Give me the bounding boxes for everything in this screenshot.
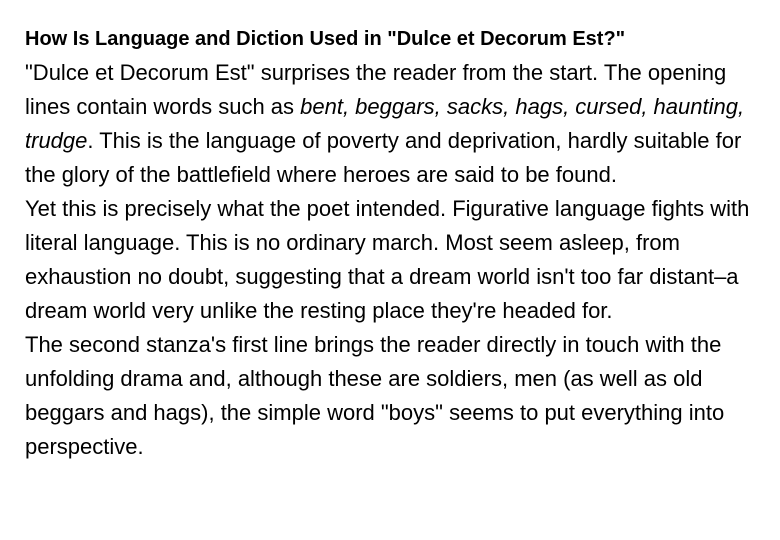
- paragraph-1-italic-words: bent, beggars, sacks, hags, cursed, haunting, trudge: [25, 94, 745, 153]
- document-body: [25, 22, 760, 464]
- paragraph-3: The second stanza's first line brings the reader directly in touch with the unfolding drama and, although these are soldiers, men (as well as old beggars and hags), the simple word "boys" seems to put everything into perspective.: [25, 332, 725, 459]
- paragraph-1-text-start: "Dulce et Decorum Est" surprises the reader from the start. The opening lines contain words such as: [25, 60, 727, 119]
- document-title: How Is Language and Diction Used in "Dulce et Decorum Est?": [25, 28, 626, 50]
- paragraph-1-text-end: . This is the language of poverty and deprivation, hardly suitable for the glory of the battlefield where heroes are said to be found.: [25, 128, 742, 187]
- paragraph-2: Yet this is precisely what the poet intended. Figurative language fights with literal language. This is no ordinary march. Most seem asleep, from exhaustion no doubt, suggesting that a dream world isn't too far distant–a dream world very unlike the resting place they're headed for.: [25, 196, 750, 323]
- paragraph-1: [25, 56, 760, 192]
